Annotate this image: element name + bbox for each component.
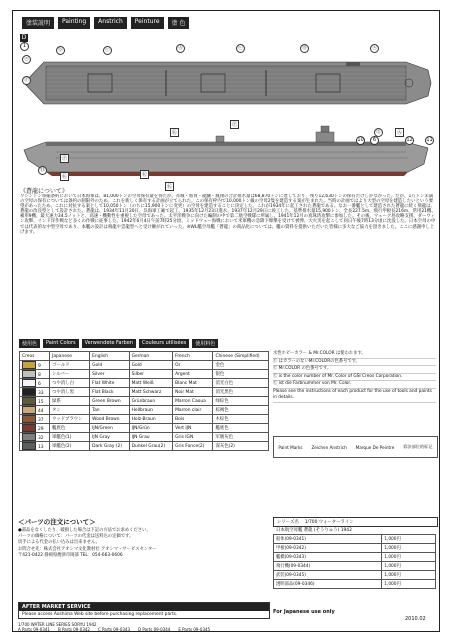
japanese-name-cell: 軍艦色(1): [50, 433, 90, 442]
table-row: [20, 415, 269, 424]
chinese-name-cell: 军舰灰色: [213, 433, 269, 442]
footer-parts-row: [18, 627, 268, 632]
german-name-cell: Dunkel Grau(2): [129, 442, 173, 451]
chinese-name-cell: 棕褐色: [213, 406, 269, 415]
japanese-name-cell: つや消し白: [50, 379, 90, 388]
paint-code: 33: [38, 390, 44, 396]
part-price-cell: 1,000円: [382, 580, 436, 589]
column-header: Chinese (Simplified): [213, 352, 269, 361]
header-label-en: Painting: [58, 17, 90, 29]
german-name-cell: Silber: [129, 370, 173, 379]
chinese-name-cell: 金色: [213, 361, 269, 370]
number-marker: 1: [20, 42, 29, 51]
callout-marker: ⓑ: [57, 47, 63, 53]
paint-colors-header: [19, 339, 221, 348]
aftermarket-text: Please access Aoshima Web site before purchasing replacement parts.: [22, 612, 178, 617]
english-name-cell: Gold: [90, 361, 129, 370]
callout-marker: Ⓚ: [62, 174, 68, 180]
german-name-cell: Hellbraun: [129, 406, 173, 415]
footer-part: E Parts 09-0345: [178, 627, 211, 632]
hull-side-view: [24, 126, 428, 176]
paint-code-cell: [20, 424, 50, 433]
chinese-name-cell: 木棕色: [213, 415, 269, 424]
footer-parts-list: [18, 622, 268, 632]
callout-marker: Ⓕ: [232, 122, 238, 128]
paint-heading-zh: 使用料色: [192, 339, 218, 348]
part-price-cell: 1,000円: [382, 571, 436, 580]
english-name-cell: Green Brown: [90, 397, 129, 406]
number-marker: 10: [357, 137, 364, 143]
paint-colors-table: [19, 351, 269, 451]
table-row: [20, 397, 269, 406]
table-row: [20, 370, 269, 379]
order-form-header: [273, 517, 438, 527]
table-row: [20, 379, 269, 388]
chinese-name-cell: 艦底色: [213, 424, 269, 433]
part-name-cell: 艦橋(09-0343): [274, 553, 382, 562]
section-header: [22, 17, 189, 29]
table-row: [20, 424, 269, 433]
chinese-name-cell: 消光白色: [213, 379, 269, 388]
english-name-cell: IJN/Green: [90, 424, 129, 433]
print-date: 2010.02: [405, 616, 426, 622]
callout-marker: ⓒ: [237, 45, 243, 51]
table-row: [20, 433, 269, 442]
part-name-cell: 船体(09-0341): [274, 535, 382, 544]
german-name-cell: IJN/Grün: [129, 424, 173, 433]
table-row: [274, 562, 436, 571]
aftermarket-service: [18, 602, 270, 619]
column-header: French: [173, 352, 213, 361]
story-text: ワシントン軍縮条約において日本海軍は、81,000トンの空母保有量を得たが、赤城・加賀・龍驤・鳳翔の合計排水量は68,870トンに達しており、残り12,630トンの保有だけしかなかった。だが、1万トン未満の空母の保有については条約の制限外のため、これを新しく保有する計画が立てられた。この保有枠内で10,000トン級の空母2隻を建造する案が生まれた。当時の計画ではより大型の空母を建造したいという要望があったため、これに対抗する案として10,050トン（のちに15,900トンに変更）の空母を建造することに決定した。これが1934年に起工された蒼龍である。なお一番艦として建造された蒼龍に続く飛龍は、蒼龍の改良型として設計された。蒼龍は、1934年11月20日、呉海軍工廠で起工、1935年12月23日進水、1937年12月29日に竣工した。基準排水量15,900トン、全長227.5m、飛行甲板長216m、常用21機、補用9機、最大速力34.5ノットと、高速・機動性を重視した空母であった。太平洋戦争に向けた編制の中で第二航空戦隊に所属し、1941年12月の真珠湾攻撃に参加した。その後、ウェーク島攻略支援、ダーウィン攻撃、インド洋作戦など多くの作戦に従事した。1942年6月4日午前7時25分頃、ミッドウェー海戦において米軍機の急降下爆撃を受けて被弾、大火災を起こして同日午後7時13分頃に沈没した。日本空母の中では代表的な中型空母であり、本艦の設計は飛龍や雲龍型へと受け継がれていった。※WL艦空母艦「蒼龍」の商品化については、艦の資料を提供いただいた皆様に多大なご協力を頂きました。ここに感謝申し上げます。: [20, 194, 436, 235]
column-header: English: [90, 352, 129, 361]
parts-price-table: [273, 534, 436, 589]
header-label-de: Anstrich: [94, 17, 127, 29]
order-series-label: シリーズ名: [277, 520, 299, 525]
parts-order-line: ●部品をなくしたり、破損した場合は下記の方法でお求めください。: [18, 528, 151, 533]
english-name-cell: Tan: [90, 406, 129, 415]
part-name-cell: 飛行機(09-0344): [274, 562, 382, 571]
footer-part: B Parts 09-0342: [57, 627, 90, 632]
paint-code: 44: [38, 408, 44, 414]
paint-heading-de: Verwendete Farben: [82, 339, 136, 348]
paint-code: 29: [38, 426, 44, 432]
french-name-cell: Vert IJN: [173, 424, 213, 433]
german-name-cell: Grünbraun: [129, 397, 173, 406]
french-name-cell: Blanc Mat: [173, 379, 213, 388]
callout-marker: Ⓕ: [62, 156, 68, 162]
paint-heading-en: Paint Colors: [43, 339, 79, 348]
number-marker: 6: [370, 136, 379, 145]
paint-code: 8: [38, 372, 41, 378]
header-label-fr: Peinture: [131, 17, 164, 29]
german-name-cell: Holz-Braun: [129, 415, 173, 424]
callout-marker: Ⓚ: [142, 172, 148, 178]
color-swatch: [22, 370, 36, 378]
footer-part: D Parts 09-0344: [138, 627, 171, 632]
color-swatch: [22, 361, 36, 369]
color-swatch: [22, 397, 36, 405]
english-name-cell: Silver: [90, 370, 129, 379]
part-price-cell: 1,000円: [382, 535, 436, 544]
chinese-name-cell: 银色: [213, 370, 269, 379]
french-name-cell: Gris IGN: [173, 433, 213, 442]
paint-code-cell: [20, 406, 50, 415]
callout-marker: Ⓑ: [301, 45, 307, 51]
footer-part: C Parts 09-0343: [97, 627, 130, 632]
callout-marker: Ⓐ: [177, 45, 183, 51]
paint-code: 9: [38, 363, 41, 369]
aftermarket-title: AFTER MARKET SERVICE: [19, 603, 269, 611]
guide-label: Marque De Peintre: [355, 444, 395, 450]
table-row: [274, 571, 436, 580]
table-row: [20, 442, 269, 451]
japanese-name-cell: 緑系: [50, 397, 90, 406]
paint-code: 37: [38, 417, 44, 423]
color-swatch: [22, 433, 36, 441]
paint-code-cell: [20, 361, 50, 370]
note-line: 水性ホビーカラー & Mr.COLOR は使われます。: [273, 351, 436, 359]
german-name-cell: Gold: [129, 361, 173, 370]
ship-diagram: [16, 40, 438, 185]
paint-marks-guide: [273, 436, 438, 458]
callout-marker: Ⓐ: [397, 130, 403, 136]
note-line: Ⓒ Mr.COLOR の色番号です。: [273, 366, 436, 374]
japanese-name-cell: ゴールド: [50, 361, 90, 370]
paint-code-cell: [20, 415, 50, 424]
note-line: Ⓒ ist die Farbnummer von Mr. Color.: [273, 381, 436, 389]
table-header-row: [20, 352, 269, 361]
table-row: [274, 553, 436, 562]
color-swatch: [22, 415, 36, 423]
part-price-cell: 1,000円: [382, 544, 436, 553]
part-name-cell: 透明部品(09-0346): [274, 580, 382, 589]
parts-order-title: ＜パーツの注文について＞: [18, 518, 96, 526]
table-row: [274, 544, 436, 553]
column-header: German: [129, 352, 173, 361]
order-series-value: 1/700 ウォーターライン: [304, 520, 354, 525]
note-line: Ⓒ はカラーのないMr.COLORの色番号です。: [273, 359, 436, 367]
german-name-cell: Matt Schwarz: [129, 388, 173, 397]
japanese-name-cell: シルバー: [50, 370, 90, 379]
table-row: [274, 580, 436, 589]
japanese-name-cell: 軍艦色(2): [50, 442, 90, 451]
color-swatch: [22, 388, 36, 396]
parts-order-line: パーツの価格について：パーツの代金は送料込の定価です。: [18, 534, 134, 540]
callout-marker: Ⓔ: [375, 129, 381, 135]
french-name-cell: Or: [173, 361, 213, 370]
paint-heading-ja: 使用色: [19, 339, 40, 348]
paint-code-cell: [20, 442, 50, 451]
german-name-cell: IJN Grau: [129, 433, 173, 442]
color-swatch: [22, 424, 36, 432]
english-name-cell: IJN Gray: [90, 433, 129, 442]
part-name-cell: 甲板(09-0342): [274, 544, 382, 553]
paint-notes: [273, 351, 436, 403]
japanese-name-cell: タン: [50, 406, 90, 415]
paint-code: 15: [38, 399, 44, 405]
chinese-name-cell: 深灰色(2): [213, 442, 269, 451]
view-label: D: [21, 34, 27, 41]
japanese-only-notice: For Japanese use only: [273, 609, 335, 615]
paint-code: 6: [38, 381, 41, 387]
footer-part: A Parts 09-0341: [18, 627, 50, 632]
callout-marker: ⓒ: [104, 47, 110, 53]
table-row: [274, 535, 436, 544]
chinese-name-cell: 消光黑色: [213, 388, 269, 397]
color-swatch: [22, 406, 36, 414]
english-name-cell: Flat Black: [90, 388, 129, 397]
part-price-cell: 1,000円: [382, 553, 436, 562]
footer-title: 1/700 WATER LINE SERIES SORYU 1942: [18, 622, 97, 627]
german-name-cell: Matt Weiß: [129, 379, 173, 388]
guide-label: Paint Marks: [278, 444, 303, 450]
french-name-cell: Gris Fonce(2): [173, 442, 213, 451]
callout-marker: Ⓚ: [167, 184, 173, 190]
parts-order-line: お問合せ先：株式会社アオシマ文化教材社 アオシマ・サービスセンター: [18, 546, 157, 552]
paint-code-cell: [20, 397, 50, 406]
japanese-name-cell: ウッドブラウン: [50, 415, 90, 424]
column-header: Japanese: [50, 352, 90, 361]
parts-order-line: 〒421-0422 静岡県焼津市岡部 TEL：054-663-0606: [18, 552, 123, 558]
parts-order-text: [18, 528, 268, 559]
paint-code-cell: [20, 433, 50, 442]
color-swatch: [22, 379, 36, 387]
paint-code: 13: [38, 444, 44, 450]
japanese-name-cell: つや消し黒: [50, 388, 90, 397]
french-name-cell: Marron Caoua: [173, 397, 213, 406]
number-marker: 12: [406, 137, 413, 143]
guide-label: Zeichen Anstrich: [311, 444, 347, 450]
paint-heading-fr: Couleurs utilisées: [139, 339, 189, 348]
callout-marker: ⓐ: [371, 45, 377, 51]
number-marker: 11: [426, 137, 433, 143]
french-name-cell: Argent: [173, 370, 213, 379]
story-title: 《蒼龍について》: [20, 188, 68, 195]
paint-code-cell: [20, 379, 50, 388]
english-name-cell: Dark Gray (2): [90, 442, 129, 451]
french-name-cell: Noir Mat: [173, 388, 213, 397]
header-label-zh: 塗 色: [168, 17, 190, 29]
part-name-cell: 武装(09-0345): [274, 571, 382, 580]
note-line: Please see the instructions of each product for the use of tools and paints in details.: [273, 389, 436, 403]
callout-marker: ⓐ: [23, 56, 29, 62]
guide-label: 彩涂部位的标记: [403, 444, 433, 449]
table-row: [20, 361, 269, 370]
parts-order-line: 切手による代金の払い込みは出来ません。: [18, 540, 100, 546]
english-name-cell: Flat White: [90, 379, 129, 388]
japanese-name-cell: 艦底色: [50, 424, 90, 433]
paint-code-cell: [20, 388, 50, 397]
color-swatch: [22, 442, 36, 450]
callout-marker: Ⓚ: [172, 130, 178, 136]
header-label-ja: 塗装説明: [22, 17, 54, 29]
french-name-cell: Marron clair: [173, 406, 213, 415]
note-line: Ⓒ is the color number of Mr. Color of GSI Creos Corporation.: [273, 374, 436, 382]
table-row: [20, 388, 269, 397]
english-name-cell: Wood Brown: [90, 415, 129, 424]
french-name-cell: Bois: [173, 415, 213, 424]
order-product-name: 日本航空母艦 蒼龍 (そうりゅう) 1942: [276, 528, 352, 533]
paint-code: 32: [38, 435, 44, 441]
part-price-cell: 1,000円: [382, 562, 436, 571]
callout-marker: Ⓗ: [39, 167, 45, 173]
deck-plan-view: [24, 62, 431, 104]
paint-code-cell: [20, 370, 50, 379]
table-row: [20, 406, 269, 415]
column-header: Creos: [20, 352, 50, 361]
callout-marker: Ⓕ: [23, 77, 29, 83]
chinese-name-cell: 绿棕色: [213, 397, 269, 406]
